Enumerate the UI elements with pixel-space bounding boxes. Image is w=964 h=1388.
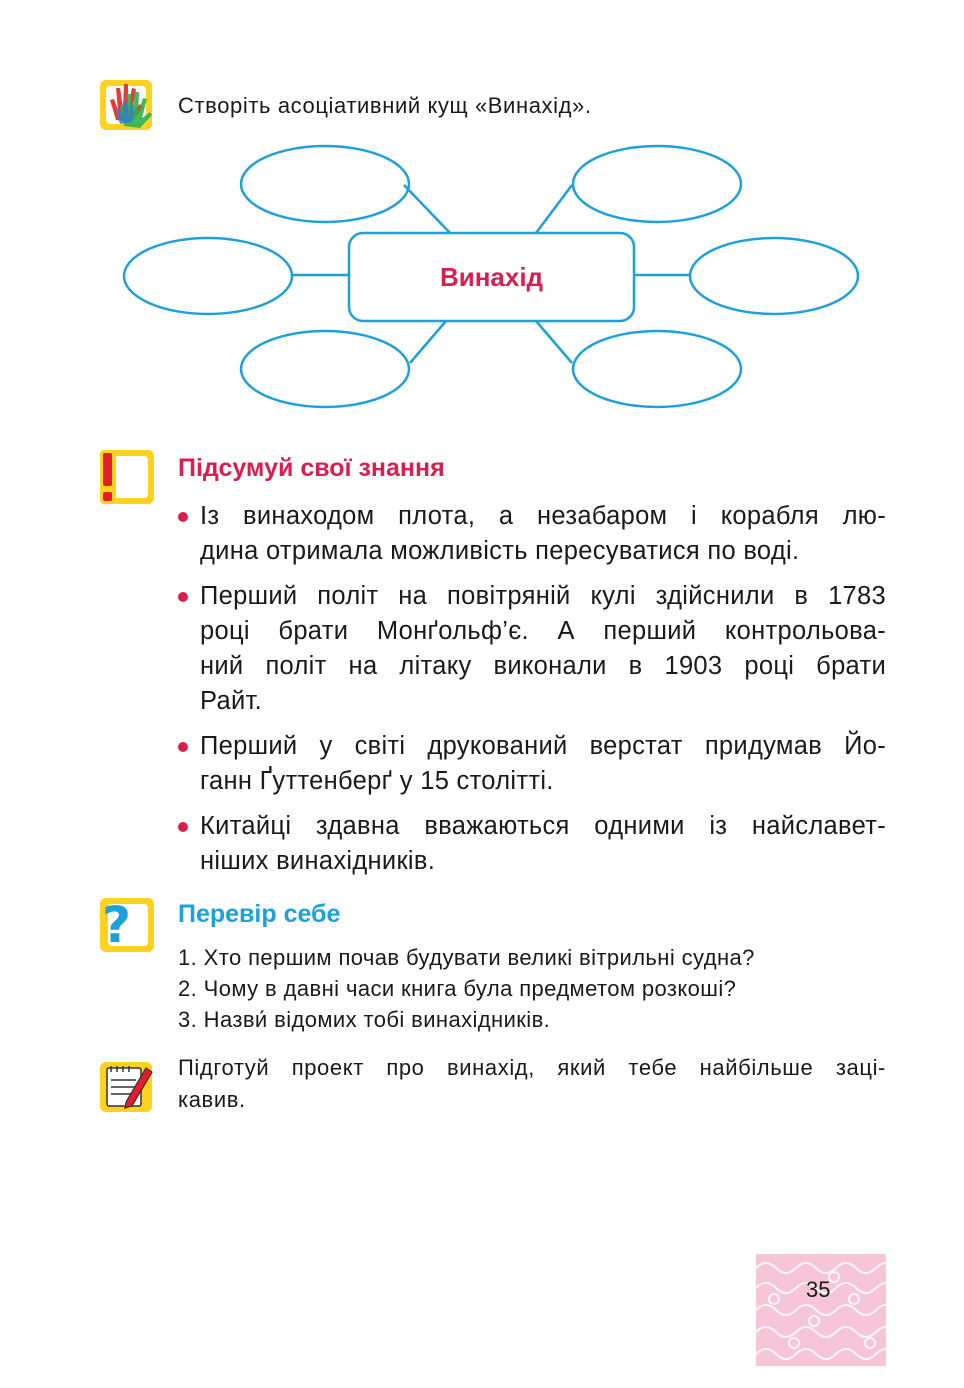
empty-ellipse xyxy=(573,146,741,222)
bullet-line: Райт. xyxy=(200,687,263,715)
summary-bullet xyxy=(200,809,886,879)
question-item: 1. Хто першим почав будувати великі вітрильні судна? xyxy=(178,945,755,970)
bullet-dot xyxy=(178,822,188,832)
center-label: Винахід xyxy=(439,262,544,292)
question-item: 3. Назви́ відомих тобі винахідників. xyxy=(178,1007,551,1032)
hands-icon xyxy=(98,76,154,132)
svg-text:?: ? xyxy=(102,896,132,954)
bullet-line: дина отримала можливість пересуватися по воді. xyxy=(200,537,800,565)
summary-heading: Підсумуй свої знання xyxy=(178,454,445,482)
notepad-pencil-icon xyxy=(98,1058,154,1114)
summary-bullet xyxy=(200,499,886,569)
check-heading: Перевір себе xyxy=(178,900,341,928)
project-text xyxy=(178,1052,886,1116)
project-line: Підготуй проект про винахід, який тебе найбільше заці- xyxy=(178,1055,886,1080)
project-line: кавив. xyxy=(178,1087,246,1112)
bullet-line: Із винаходом плота, а незабаром і корабля лю- xyxy=(200,502,886,530)
page-number: 35 xyxy=(806,1277,831,1302)
empty-ellipse xyxy=(124,238,292,314)
connector-line xyxy=(536,185,572,233)
bullet-line: Перший у світі друкований верстат придумав Йо- xyxy=(200,732,886,760)
question-item: 2. Чому в давні часи книга була предметом розкоші? xyxy=(178,976,737,1001)
bullet-line: ганн Ґуттенберґ у 15 столітті. xyxy=(200,767,554,795)
task-instruction: Створіть асоціативний кущ «Винахід». xyxy=(178,93,592,118)
summary-list xyxy=(200,499,886,879)
connector-line xyxy=(410,321,446,363)
empty-ellipse xyxy=(241,146,409,222)
summary-bullet xyxy=(200,579,886,719)
corner-pattern xyxy=(756,1254,886,1366)
empty-ellipse xyxy=(241,331,409,407)
bullet-dot xyxy=(178,592,188,602)
connector-line xyxy=(536,321,572,363)
bullet-line: році брати Монґольф’є. А перший контрольова- xyxy=(200,617,886,645)
bullet-line: Перший політ на повітряній кулі здійснили в 1783 xyxy=(200,582,886,610)
empty-ellipse xyxy=(690,238,858,314)
bullet-dot xyxy=(178,512,188,522)
summary-bullet xyxy=(200,729,886,799)
question-icon xyxy=(98,896,154,952)
bullet-line: ний політ на літаку виконали в 1903 році брати xyxy=(200,652,886,680)
empty-ellipse xyxy=(573,331,741,407)
bullet-dot xyxy=(178,742,188,752)
connector-line xyxy=(404,185,450,233)
bullet-line: Китайці здавна вважаються одними із найславет- xyxy=(200,812,886,840)
exclamation-icon xyxy=(98,448,154,504)
question-list xyxy=(178,942,755,1035)
bullet-line: ніших винахідників. xyxy=(200,847,436,875)
